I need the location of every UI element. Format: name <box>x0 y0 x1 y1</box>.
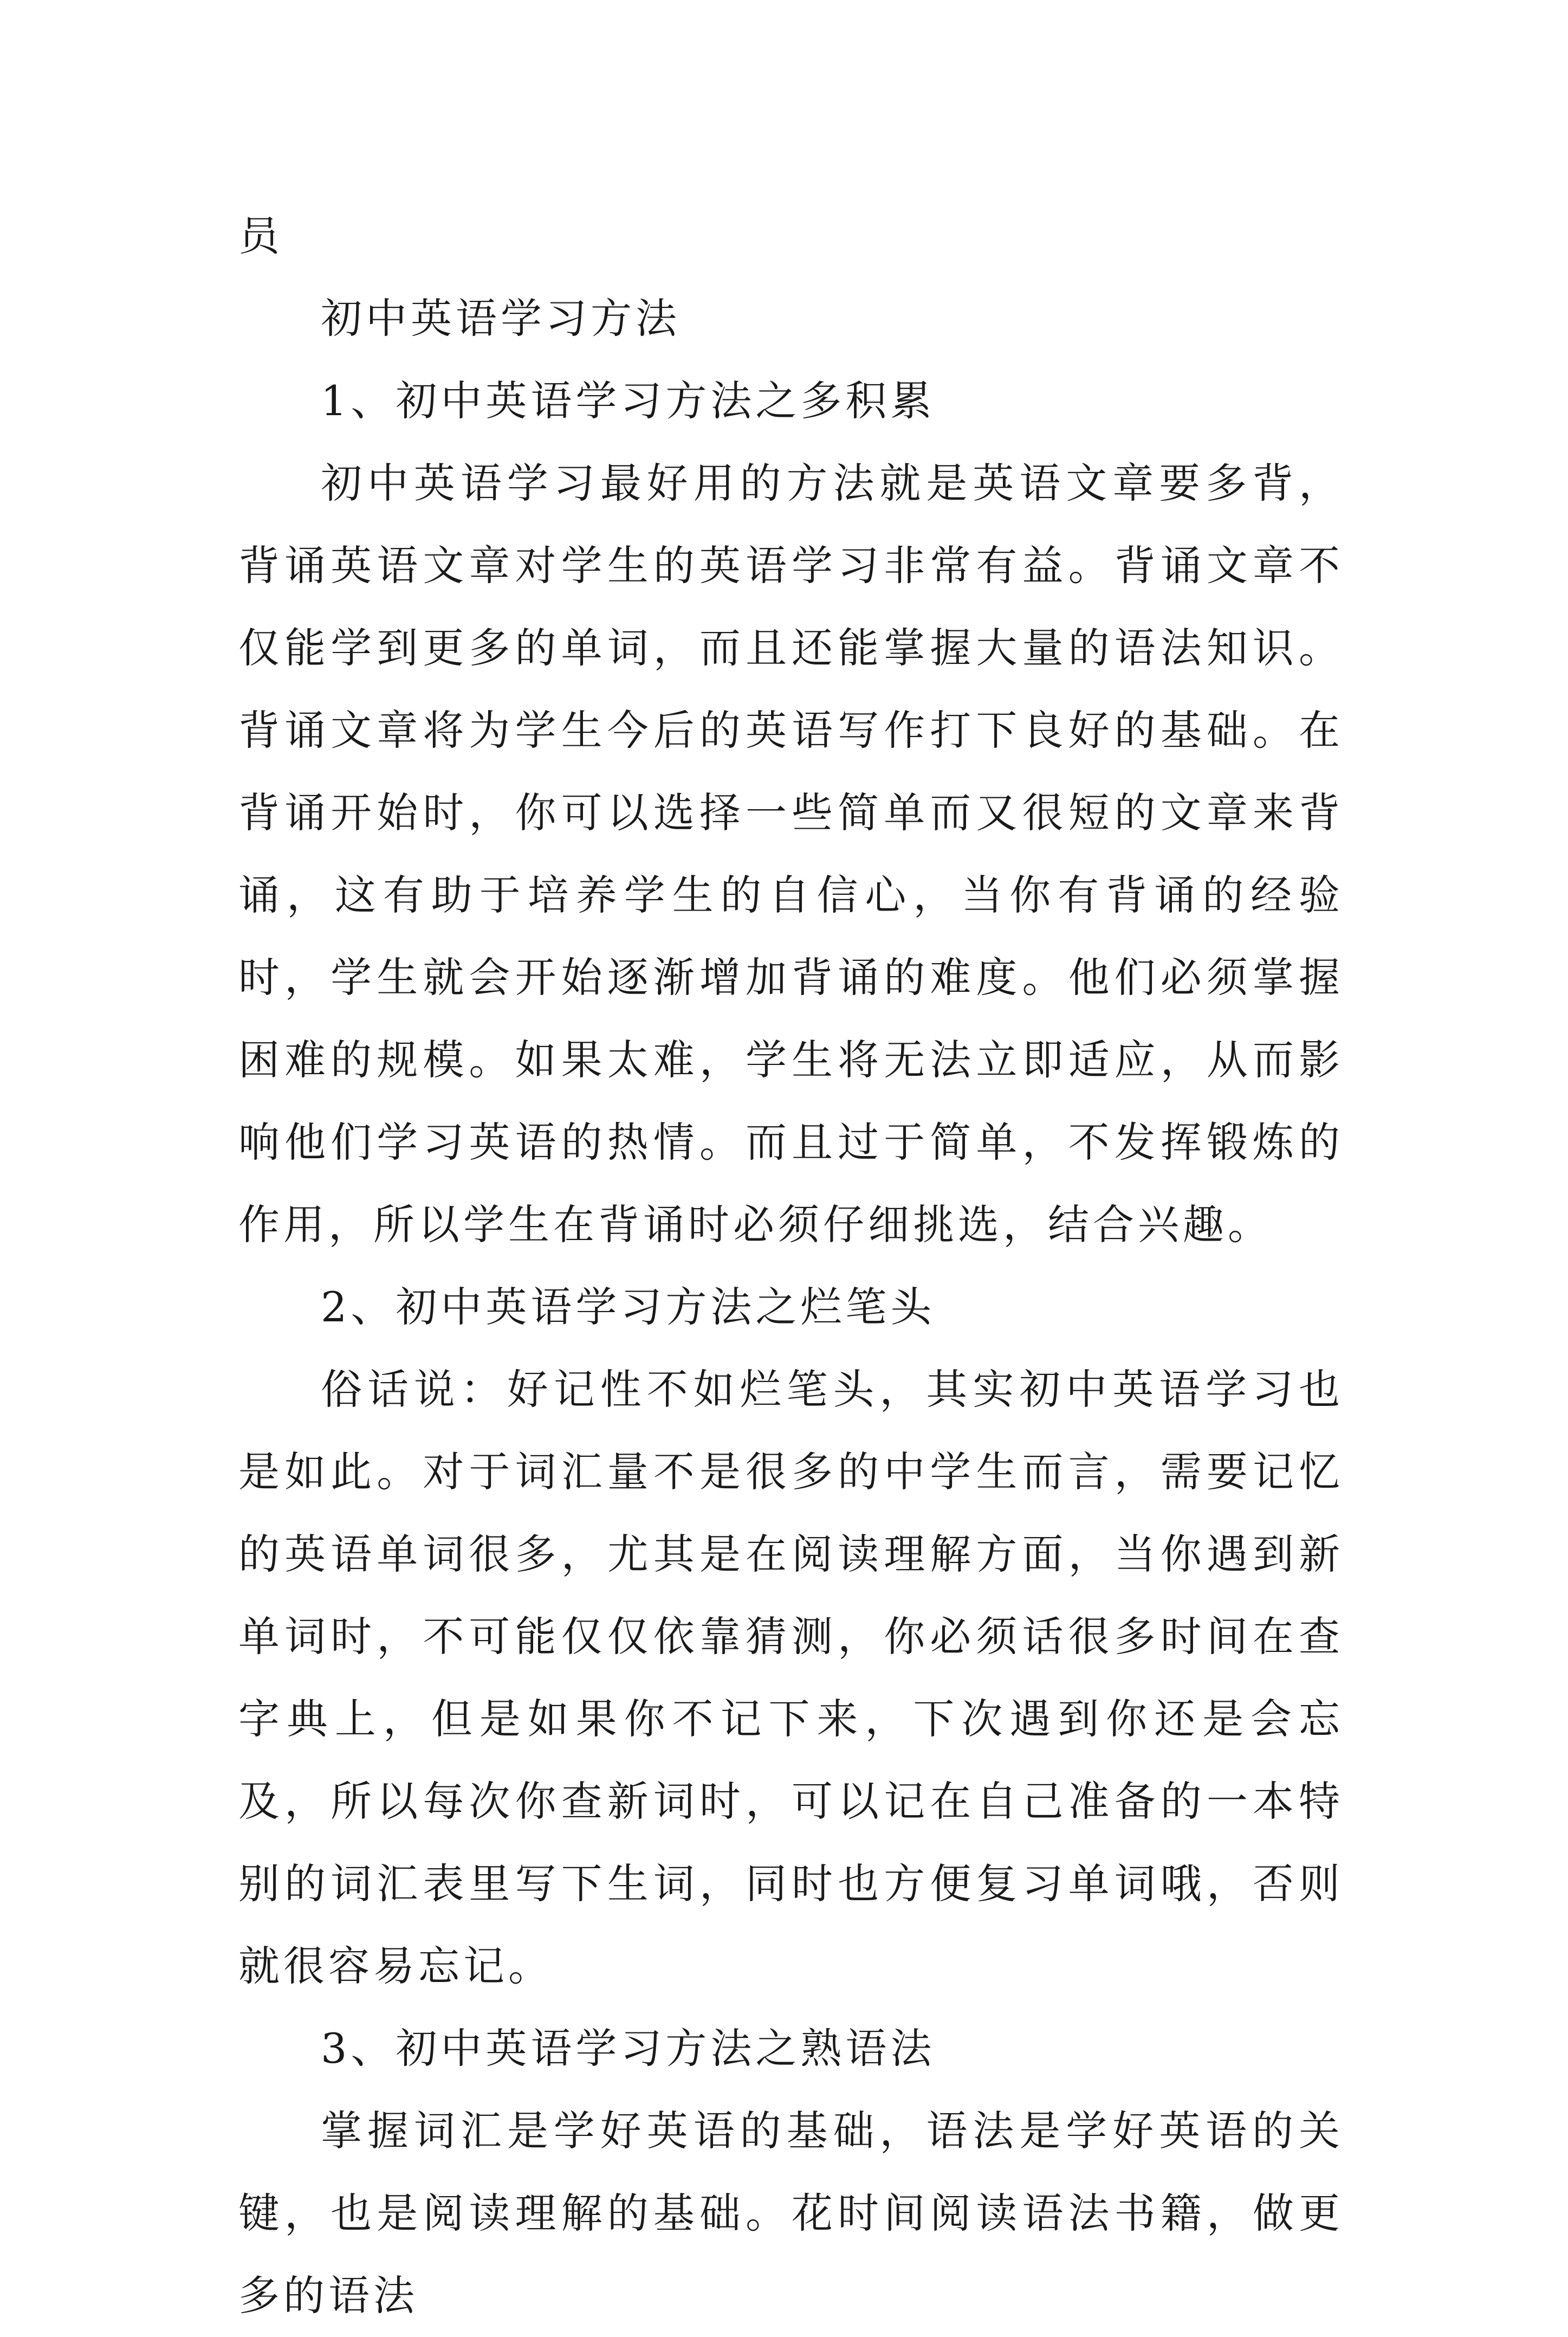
section-paragraph-3: 掌握词汇是学好英语的基础，语法是学好英语的关键，也是阅读理解的基础。花时间阅读语法书籍，做更多的语法 <box>238 2107 1344 2320</box>
section-paragraph-2: 俗话说：好记性不如烂笔头，其实初中英语学习也是如此。对于词汇量不是很多的中学生而言，需要记忆的英语单词很多，尤其是在阅读理解方面，当你遇到新单词时，不可能仅仅依靠猜测，你必须话很多时间在查字典上，但是如果你不记下来，下次遇到你还是会忘及，所以每次你查新词时，可以记在自己准备的一本特别的词汇表里写下生词，同时也方便复习单词哦，否则就很容易忘记。 <box>238 1365 1344 1990</box>
continued-fragment: 员 <box>238 212 283 260</box>
section-heading-1: 1、初中英语学习方法之多积累 <box>321 377 936 425</box>
document-title: 初中英语学习方法 <box>321 294 681 343</box>
section-paragraph-1: 初中英语学习最好用的方法就是英语文章要多背，背诵英语文章对学生的英语学习非常有益。背诵文章不仅能学到更多的单词，而且还能掌握大量的语法知识。背诵文章将为学生今后的英语写作打下良好的基础。在背诵开始时，你可以选择一些简单而又很短的文章来背诵，这有助于培养学生的自信心，当你有背诵的经验时，学生就会开始逐渐增加背诵的难度。他们必须掌握困难的规模。如果太难，学生将无法立即适应，从而影响他们学习英语的热情。而且过于简单，不发挥锻炼的作用，所以学生在背诵时必须仔细挑选，结合兴趣。 <box>238 459 1344 1249</box>
section-heading-2: 2、初中英语学习方法之烂笔头 <box>321 1283 936 1331</box>
section-heading-3: 3、初中英语学习方法之熟语法 <box>321 2024 936 2073</box>
document-body <box>238 195 1344 2337</box>
